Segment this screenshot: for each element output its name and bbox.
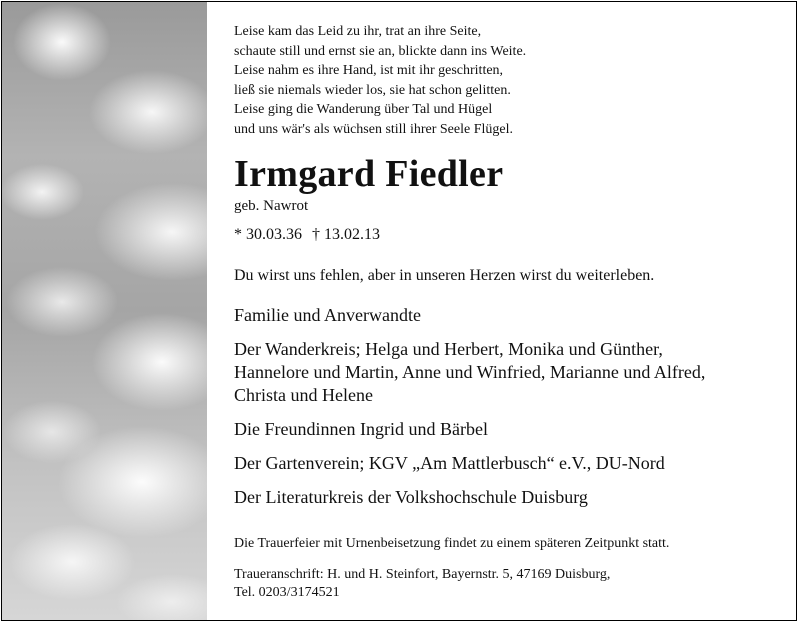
mourner-line: Die Freundinnen Ingrid und Bärbel xyxy=(234,419,488,439)
mourner-line: Der Gartenverein; KGV „Am Mattlerbusch“ e.V., DU-Nord xyxy=(234,453,665,473)
death-date: † 13.02.13 xyxy=(312,226,380,243)
birth-date: * 30.03.36 xyxy=(234,226,302,243)
life-dates xyxy=(234,226,390,244)
poem-line: Leise ging die Wanderung über Tal und Hügel xyxy=(234,102,493,118)
poem-line: schaute still und ernst sie an, blickte dann ins Weite. xyxy=(234,43,527,59)
mourner-line: Der Wanderkreis; Helga und Herbert, Monika und Günther, xyxy=(234,339,663,359)
poem-line: Leise kam das Leid zu ihr, trat an ihre Seite, xyxy=(234,24,482,39)
funeral-notice: Die Trauerfeier mit Urnenbeisetzung findet zu einem späteren Zeitpunkt statt. xyxy=(234,536,670,551)
mourner-line: Der Literaturkreis der Volkshochschule Duisburg xyxy=(234,487,588,507)
cloud-sky-image xyxy=(2,2,207,620)
mourner-group xyxy=(234,452,705,475)
obituary-card xyxy=(1,1,797,621)
farewell-motto: Du wirst uns fehlen, aber in unseren Herzen wirst du weiterleben. xyxy=(234,267,655,284)
deceased-name: Irmgard Fiedler xyxy=(234,153,504,195)
poem-line: ließ sie niemals wieder los, sie hat schon gelitten. xyxy=(234,82,511,98)
mourner-group xyxy=(234,338,705,407)
poem-line: und uns wär's als wüchsen still ihrer Seele Flügel. xyxy=(234,121,513,137)
mourner-group xyxy=(234,304,705,327)
address-line: Traueranschrift: H. und H. Steinfort, Bayernstr. 5, 47169 Duisburg, xyxy=(234,567,611,582)
mourner-group xyxy=(234,486,705,509)
poem xyxy=(234,22,526,140)
mourners-list xyxy=(234,304,705,520)
poem-line: Leise nahm es ihre Hand, ist mit ihr geschritten, xyxy=(234,63,504,79)
mourner-group xyxy=(234,418,705,441)
phone-line: Tel. 0203/3174521 xyxy=(234,585,340,600)
mourner-line: Christa und Helene xyxy=(234,385,373,405)
mourner-line: Hannelore und Martin, Anne und Winfried, Marianne und Alfred, xyxy=(234,362,706,382)
mourner-line: Familie und Anverwandte xyxy=(234,305,421,325)
birth-name: geb. Nawrot xyxy=(234,198,309,214)
mourning-address xyxy=(234,566,610,602)
